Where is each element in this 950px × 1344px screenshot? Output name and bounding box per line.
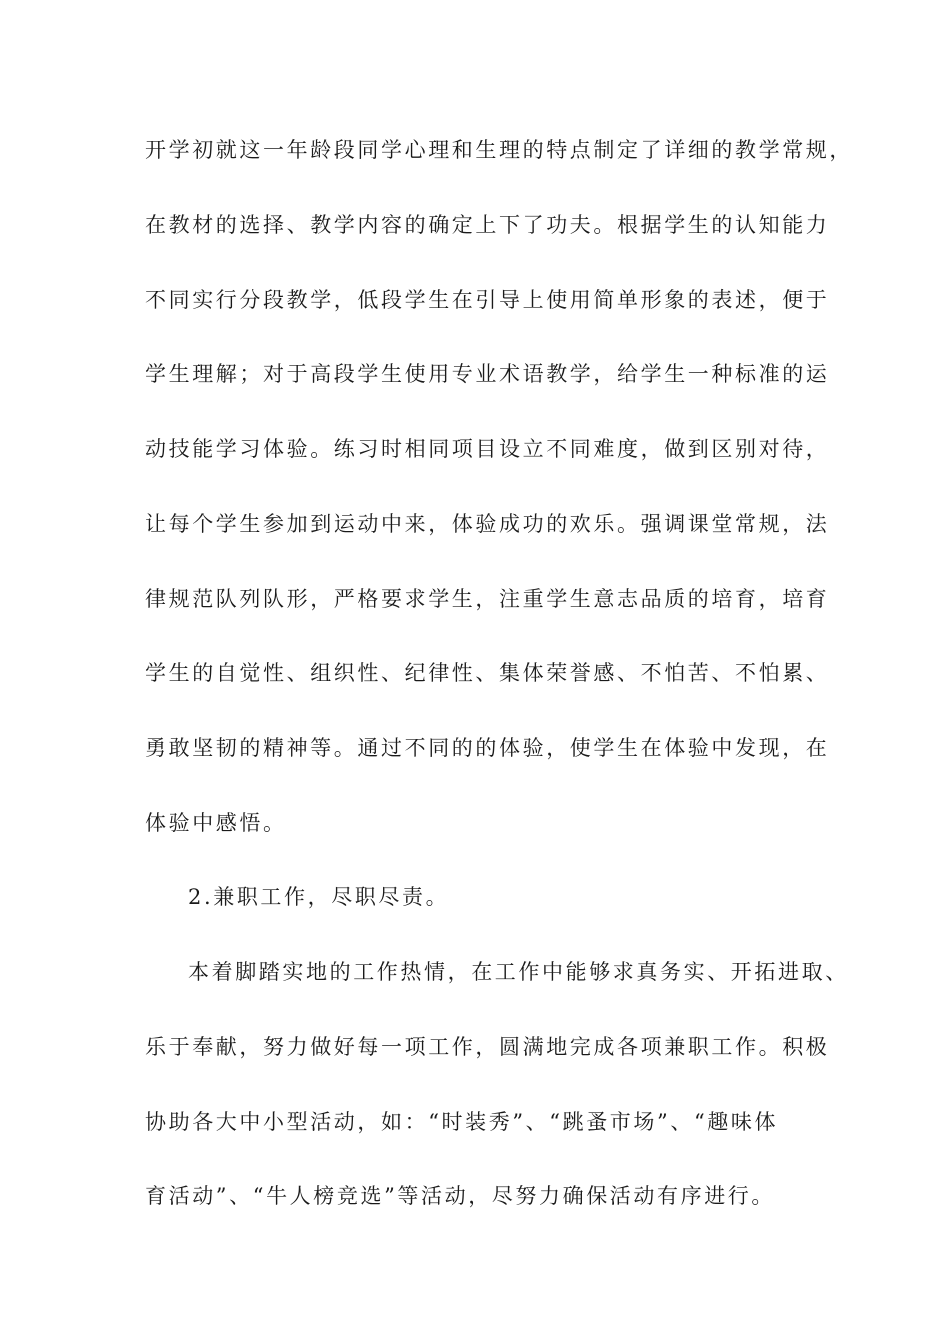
section-heading: 2.兼职工作，尽职尽责。 (188, 885, 450, 909)
paragraph-line: 动技能学习体验。练习时相同项目设立不同难度，做到区别对待， (145, 437, 830, 461)
paragraph-line: 律规范队列队形，严格要求学生，注重学生意志品质的培育，培育 (145, 587, 830, 611)
paragraph-line: 学生理解；对于高段学生使用专业术语教学，给学生一种标准的运 (145, 362, 830, 386)
paragraph-line: 体验中感悟。 (145, 811, 287, 835)
paragraph-line: 协助各大中小型活动，如：“时装秀”、“跳蚤市场”、“趣味体 (145, 1110, 779, 1134)
paragraph-line: 本着脚踏实地的工作热情，在工作中能够求真务实、开拓进取、 (188, 960, 849, 984)
paragraph-line: 勇敢坚韧的精神等。通过不同的的体验，使学生在体验中发现，在 (145, 736, 830, 760)
paragraph-line: 育活动”、“牛人榜竞选”等活动，尽努力确保活动有序进行。 (145, 1184, 776, 1208)
paragraph-line: 开学初就这一年龄段同学心理和生理的特点制定了详细的教学常规， (145, 138, 853, 162)
paragraph-line: 不同实行分段教学，低段学生在引导上使用简单形象的表述，便于 (145, 288, 830, 312)
paragraph-line: 学生的自觉性、组织性、纪律性、集体荣誉感、不怕苦、不怕累、 (145, 661, 830, 685)
paragraph-line: 让每个学生参加到运动中来，体验成功的欢乐。强调课堂常规，法 (145, 512, 830, 536)
paragraph-line: 乐于奉献，努力做好每一项工作，圆满地完成各项兼职工作。积极 (145, 1035, 830, 1059)
paragraph-line: 在教材的选择、教学内容的确定上下了功夫。根据学生的认知能力 (145, 213, 830, 237)
